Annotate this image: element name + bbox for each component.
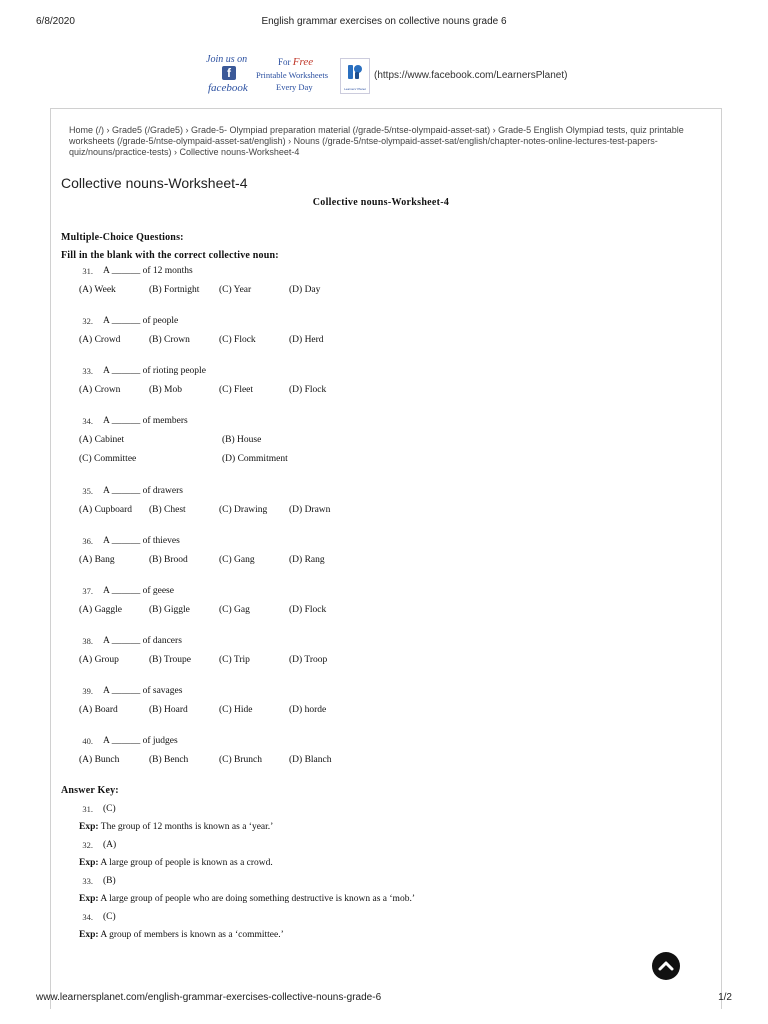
facebook-url-link[interactable]: (https://www.facebook.com/LearnersPlanet) [374,69,568,81]
print-header [36,16,732,30]
answer-number: 34. [82,912,93,922]
question-text: A ______ of judges [103,736,178,746]
answer-key-heading: Answer Key: [61,785,119,796]
option: (D) Rang [289,555,325,565]
option: (C) Trip [219,655,250,665]
facebook-banner[interactable] [204,54,567,96]
chevron-up-icon [657,957,675,975]
facebook-banner-image[interactable] [204,54,372,96]
worksheet-title: Collective nouns-Worksheet-4 [312,197,450,208]
option: (B) Bench [149,755,189,765]
explanation-text: A group of members is known as a ‘committee.’ [100,930,284,940]
question-number: 32. [82,316,93,326]
option: (B) Chest [149,505,186,515]
join-us-text: Join us on [206,54,248,65]
answer-number: 31. [82,804,93,814]
print-date: 6/8/2020 [36,16,75,27]
option: (B) Fortnight [149,285,200,295]
question-text: A ______ of savages [103,686,183,696]
question-text: A ______ of people [103,316,179,326]
page-number: 1/2 [718,992,732,1003]
option: (D) Flock [289,385,327,395]
page-title: Collective nouns-Worksheet-4 [61,175,248,191]
option: (D) Commitment [222,454,288,464]
option: (C) Drawing [219,505,268,515]
option: (C) Flock [219,335,256,345]
answer-choice: (C) [103,804,116,814]
option: (C) Year [219,285,252,295]
option: (D) Herd [289,335,324,345]
option: (C) Committee [79,454,137,464]
print-footer [36,992,732,1006]
question-item [61,486,701,515]
exp-label: Exp: [79,822,99,832]
option: (C) Gang [219,555,255,565]
option: (A) Bunch [79,755,120,765]
option: (B) Mob [149,385,182,395]
exp-label: Exp: [79,894,99,904]
option: (D) horde [289,705,327,715]
answer-list [61,804,701,940]
option: (B) Troupe [149,655,191,665]
option: (A) Crown [79,385,121,395]
option: (B) House [222,435,262,445]
exp-label: Exp: [79,858,99,868]
option: (D) Flock [289,605,327,615]
question-number: 33. [82,366,93,376]
question-item [61,536,701,565]
answer-number: 32. [82,840,93,850]
scroll-to-top-button[interactable] [652,952,680,980]
option: (A) Crowd [79,335,121,345]
content-card [50,108,722,1009]
option: (C) Fleet [219,385,254,395]
instruction-text: Fill in the blank with the correct collective noun: [61,250,279,261]
option: (A) Board [79,705,118,715]
question-item [61,636,701,665]
option: (D) Day [289,285,321,295]
learners-planet-logo [340,58,370,94]
question-text: A ______ of dancers [103,636,182,646]
learners-planet-logo-icon [347,63,363,81]
question-item [61,736,701,765]
learners-planet-logo-text: Learners' Planet [344,87,366,91]
question-item [61,266,701,295]
explanation-text: The group of 12 months is known as a ‘year.’ [100,822,274,832]
question-number: 34. [82,416,93,426]
answer-item [61,876,701,904]
explanation-text: A large group of people who are doing something destructive is known as a ‘mob.’ [100,894,415,904]
question-text: A ______ of members [103,416,188,426]
facebook-wordmark: facebook [208,82,248,94]
question-text: A ______ of drawers [103,486,183,496]
question-number: 36. [82,536,93,546]
question-number: 40. [82,736,93,746]
option: (B) Crown [149,335,190,345]
answer-number: 33. [82,876,93,886]
every-day-text: Every Day [276,82,313,92]
answer-choice: (C) [103,912,116,922]
question-list [61,266,701,765]
option: (C) Brunch [219,755,263,765]
option: (B) Giggle [149,605,190,615]
question-item [61,686,701,715]
question-text: A ______ of 12 months [103,266,193,276]
print-title: English grammar exercises on collective nouns grade 6 [261,16,507,27]
mcq-heading: Multiple-Choice Questions: [61,232,184,243]
question-number: 39. [82,686,93,696]
option: (D) Drawn [289,505,331,515]
exp-label: Exp: [79,930,99,940]
option: (D) Troop [289,655,328,665]
option: (C) Hide [219,705,253,715]
option: (B) Brood [149,555,188,565]
question-number: 35. [82,486,93,496]
option: (C) Gag [219,605,250,615]
option: (A) Week [79,285,116,295]
option: (D) Blanch [289,755,332,765]
answer-choice: (B) [103,876,116,886]
question-number: 37. [82,586,93,596]
answer-item [61,912,701,940]
worksheet-content [61,195,701,940]
question-text: A ______ of geese [103,586,174,596]
footer-url: www.learnersplanet.com/english-grammar-exercises-collective-nouns-grade-6 [36,992,382,1003]
explanation-text: A large group of people is known as a crowd. [100,858,273,868]
question-text: A ______ of rioting people [103,366,206,376]
question-item [61,366,701,395]
question-item [61,316,701,345]
facebook-icon: f [222,66,236,80]
answer-choice: (A) [103,840,117,850]
option: (A) Gaggle [79,605,122,615]
question-item [61,416,701,473]
question-number: 38. [82,636,93,646]
question-item [61,586,701,615]
answer-item [61,840,701,868]
free-text: For Free [278,56,314,68]
option: (A) Cabinet [79,435,125,445]
printable-worksheets-text: Printable Worksheets [256,70,329,80]
option: (A) Cupboard [79,505,133,515]
breadcrumb[interactable]: Home (/) › Grade5 (/Grade5) › Grade-5- Olympiad preparation material (/grade-5/ntse-olympaid-asset-sat) › Grade-5 English Olympiad tests, quiz printable worksheets (/grade-5/ntse-olympaid-asset-sat/english) › Nouns (/grade-5/ntse-olympaid-asset-sat/english/chapter-notes-online-lectures-test-papers-quiz/nouns/practice-tests) › Collective nouns-Worksheet-4 [69,125,684,157]
question-number: 31. [82,266,93,276]
question-text: A ______ of thieves [103,536,180,546]
answer-item [61,804,701,832]
option: (A) Group [79,655,119,665]
option: (A) Bang [79,555,115,565]
option: (B) Hoard [149,705,188,715]
